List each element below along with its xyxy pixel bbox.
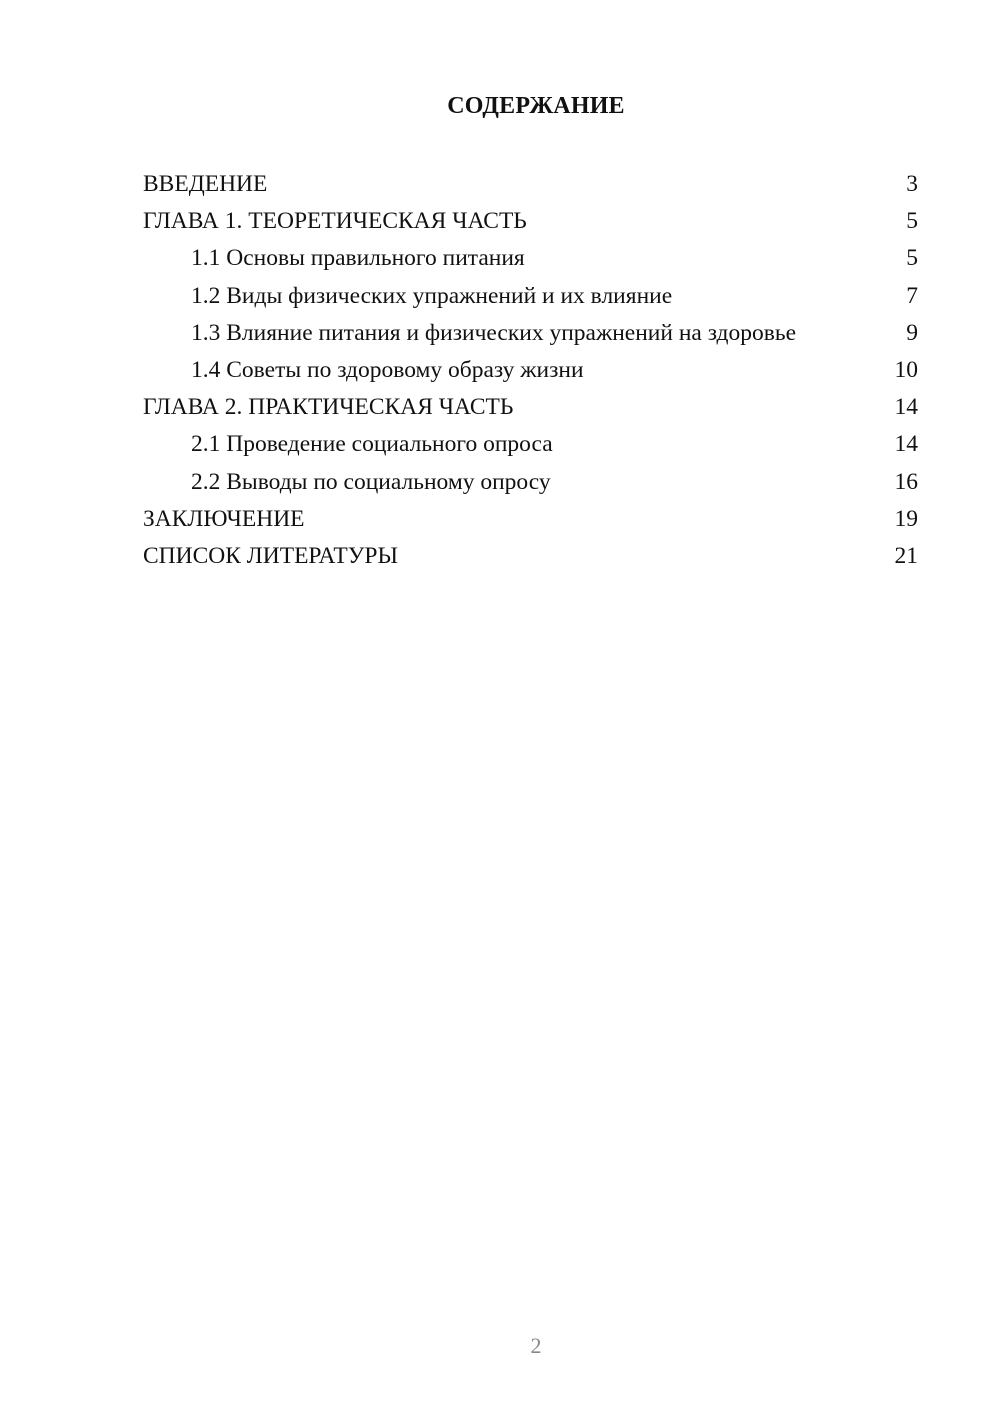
toc-entry (143, 352, 918, 389)
toc-entry-page: 7 (906, 282, 918, 309)
toc-entry-label: ГЛАВА 2. ПРАКТИЧЕСКАЯ ЧАСТЬ (143, 394, 514, 421)
page-title: СОДЕРЖАНИЕ (447, 93, 625, 119)
toc-entry (143, 538, 918, 575)
toc-entry-label: СПИСОК ЛИТЕРАТУРЫ (143, 542, 398, 569)
toc-entry-page: 16 (894, 468, 918, 495)
toc-entry-page: 5 (906, 245, 918, 272)
page-number: 2 (530, 1333, 542, 1358)
toc-entry-label: 1.4 Советы по здоровому образу жизни (191, 356, 584, 383)
toc-entry (143, 278, 918, 315)
toc-entry-label: 2.1 Проведение социального опроса (191, 431, 553, 458)
toc-entry-label: 1.2 Виды физических упражнений и их влияние (191, 282, 673, 309)
toc-entry-label: 2.2 Выводы по социальному опросу (191, 468, 551, 495)
toc-entry-page: 9 (906, 319, 918, 346)
toc-entry (143, 240, 918, 277)
toc-entry-label: ГЛАВА 1. ТЕОРЕТИЧЕСКАЯ ЧАСТЬ (143, 208, 527, 235)
toc-entry-label: ВВЕДЕНИЕ (143, 171, 268, 197)
toc-entry (143, 501, 918, 538)
toc-entry-page: 14 (894, 394, 918, 421)
toc-entry-label: 1.1 Основы правильного питания (191, 245, 525, 272)
toc-entry (143, 389, 918, 426)
toc-entry-page: 5 (906, 208, 918, 235)
toc-entry-page: 3 (906, 171, 918, 197)
toc-entry-page: 19 (894, 505, 918, 532)
toc-entry-page: 14 (894, 431, 918, 458)
toc-entry-label: ЗАКЛЮЧЕНИЕ (143, 505, 305, 532)
toc-entry-page: 10 (894, 356, 918, 383)
toc-entry-label: 1.3 Влияние питания и физических упражнений на здоровье (191, 319, 797, 346)
table-of-contents (143, 166, 918, 575)
toc-entry (143, 315, 918, 352)
toc-entry (143, 166, 918, 203)
toc-entry (143, 464, 918, 501)
toc-entry-page: 21 (894, 542, 918, 569)
toc-entry (143, 426, 918, 463)
toc-entry (143, 203, 918, 240)
